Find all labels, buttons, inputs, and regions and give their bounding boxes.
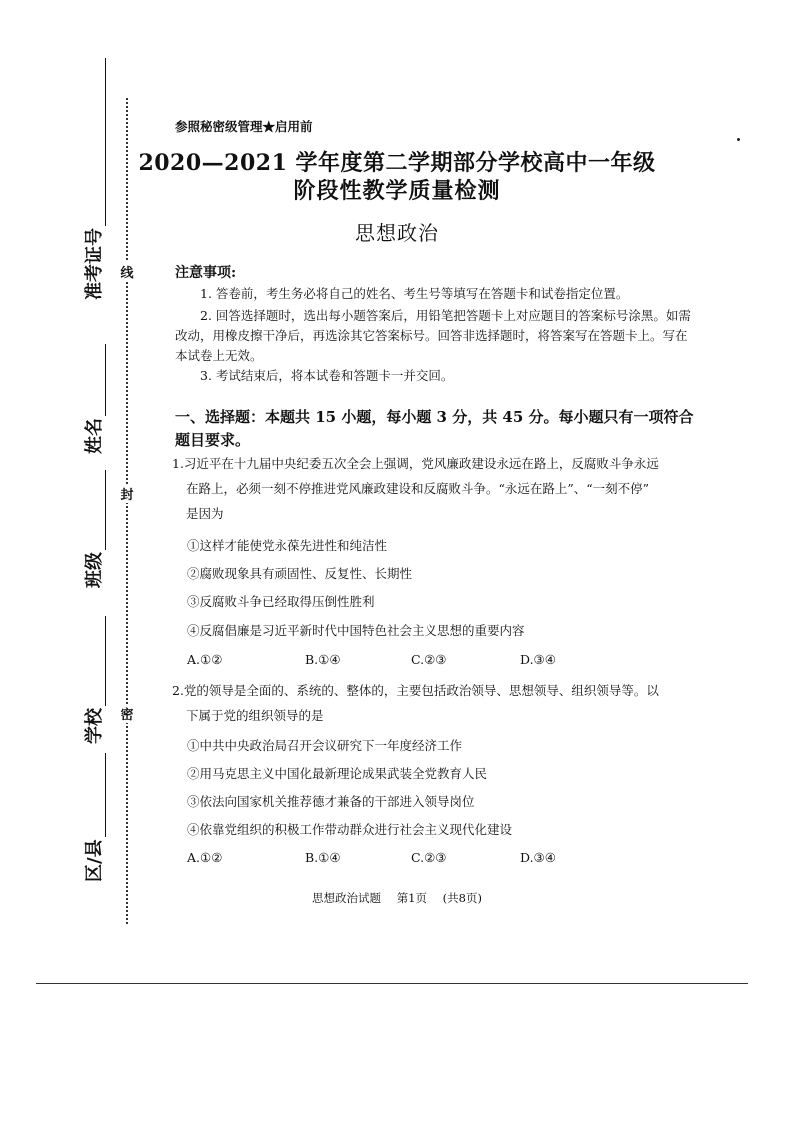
seal-word-feng: 封	[118, 484, 136, 503]
notice-item-3: 3. 考试结束后，将本试卷和答题卡一并交回。	[200, 368, 454, 383]
question-2-option-3: ③依法向国家机关推荐德才兼备的干部进入领导岗位	[187, 794, 475, 809]
question-1-choice-b[interactable]: B.①④	[305, 652, 341, 667]
question-1-choice-a[interactable]: A.①②	[187, 652, 223, 667]
footer-total-pages: (共8页)	[442, 891, 482, 905]
exam-title-line2: 阶段性教学质量检测	[293, 178, 501, 204]
notice-item-1: 1. 答卷前，考生务必将自己的姓名、考生号等填写在答题卡和试卷指定位置。	[200, 286, 629, 301]
question-1-stem-line3: 是因为	[186, 506, 224, 521]
question-1-stem-line1: 1.习近平在十九届中央纪委五次全会上强调，党风廉政建设永远在路上，反腐败斗争永远	[172, 456, 659, 471]
question-1-option-2: ②腐败现象具有顽固性、反复性、长期性	[187, 566, 413, 581]
page-footer	[0, 890, 794, 906]
bottom-rule	[36, 983, 748, 984]
question-2-choice-d[interactable]: D.③④	[520, 850, 556, 865]
secret-tag: 参照秘密级管理★启用前	[175, 119, 313, 134]
binding-label-exam-number: 准考证号	[84, 228, 105, 300]
notice-title: 注意事项:	[175, 265, 237, 281]
binding-label-district: 区/县	[84, 839, 105, 882]
question-1-option-4: ④反腐倡廉是习近平新时代中国特色社会主义思想的重要内容	[187, 623, 525, 638]
binding-field-school	[80, 616, 106, 744]
binding-blank-school[interactable]	[104, 616, 106, 706]
question-1-choice-d[interactable]: D.③④	[520, 652, 556, 667]
binding-blank-name[interactable]	[104, 344, 106, 416]
question-2-stem-line1: 2.党的领导是全面的、系统的、整体的，主要包括政治领导、思想领导、组织领导等。以	[172, 683, 659, 698]
question-2-option-2: ②用马克思主义中国化最新理论成果武装全党教育人民	[187, 766, 488, 781]
binding-blank-district[interactable]	[104, 753, 106, 837]
binding-label-class: 班级	[84, 552, 105, 588]
question-1-option-3: ③反腐败斗争已经取得压倒性胜利	[187, 594, 375, 609]
question-2-stem	[172, 678, 702, 728]
question-1-choice-c[interactable]: C.②③	[411, 652, 447, 667]
footer-page-number: 第1页	[396, 891, 428, 905]
binding-field-district	[80, 753, 106, 882]
seal-word-mi: 密	[118, 704, 136, 723]
exam-title-line1: 2020—2021 学年度第二学期部分学校高中一年级	[138, 150, 656, 176]
question-2-stem-line2: 下属于党的组织领导的是	[186, 708, 324, 723]
notice-item-2: 2. 回答选择题时，选出每小题答案后，用铅笔把答题卡上对应题目的答案标号涂黑。如需改动，用橡皮擦干净后，再选涂其它答案标号。回答非选择题时，将答案写在答题卡上。写在本试卷上无效。	[175, 308, 691, 363]
footer-subject: 思想政治试题	[312, 891, 382, 905]
scan-speck	[737, 138, 740, 141]
question-2-choice-c[interactable]: C.②③	[411, 850, 447, 865]
question-1-stem-line2: 在路上，必须一刻不停推进党风廉政建设和反腐败斗争。“永远在路上”、“一刻不停”	[186, 481, 650, 496]
binding-field-name	[80, 344, 106, 454]
question-2-choice-b[interactable]: B.①④	[305, 850, 341, 865]
section-heading: 一、选择题：本题共 15 小题，每小题 3 分，共 45 分。每小题只有一项符合题目要求。	[175, 408, 694, 449]
binding-blank-class[interactable]	[104, 470, 106, 550]
question-2-option-1: ①中共中央政治局召开会议研究下一年度经济工作	[187, 738, 463, 753]
question-2-choice-a[interactable]: A.①②	[187, 850, 223, 865]
binding-label-name: 姓名	[84, 418, 105, 454]
subject-title: 思想政治	[355, 221, 439, 245]
seal-word-xian: 线	[118, 262, 136, 281]
question-1-stem	[172, 451, 702, 526]
binding-label-school: 学校	[84, 708, 105, 744]
question-1-option-1: ①这样才能使党永葆先进性和纯洁性	[187, 538, 388, 553]
binding-field-class	[80, 470, 106, 588]
question-2-option-4: ④依靠党组织的积极工作带动群众进行社会主义现代化建设	[187, 822, 513, 837]
